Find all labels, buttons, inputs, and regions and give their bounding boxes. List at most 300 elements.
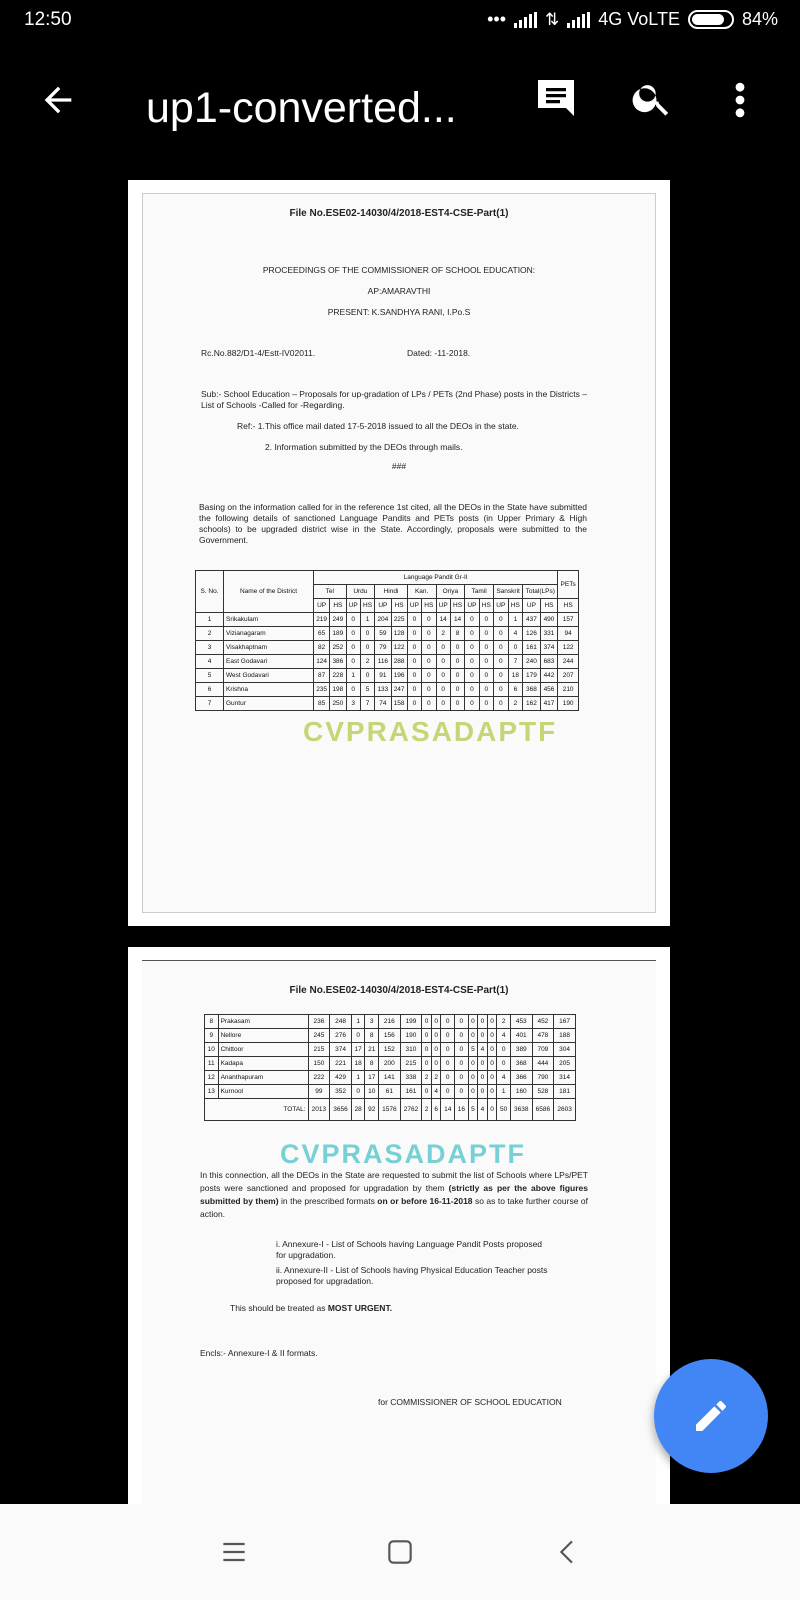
row-cell: 87 [314,669,330,683]
row-cell: 65 [314,627,330,641]
row-cell: 0 [478,1029,488,1043]
row-cell: 374 [540,641,558,655]
row-cell: 221 [330,1057,352,1071]
row-cell: 4 [478,1043,488,1057]
row-cell: 79 [375,641,391,655]
row-cell: 444 [532,1057,554,1071]
row-cell: 0 [479,655,493,669]
document-title: up1-converted... [146,84,457,132]
row-district: Kadapa [218,1057,308,1071]
network-type: 4G VoLTE [598,9,680,29]
row-cell: 0 [436,697,450,711]
row-cell: 2 [508,697,523,711]
header-language-pandit: Language Pandit Gr-II [314,571,558,585]
row-cell: 158 [391,697,407,711]
row-cell: 14 [450,613,464,627]
watermark: CVPRASADAPTF [303,716,558,747]
row-cell: 0 [465,669,479,683]
row-cell: 0 [508,641,523,655]
row-cell: 0 [465,627,479,641]
row-cell: 0 [346,613,360,627]
row-cell: 59 [375,627,391,641]
row-cell: 0 [468,1071,478,1085]
row-cell: 1 [360,613,374,627]
row-district: Srikakulam [224,613,314,627]
row-district: Ananthapuram [218,1071,308,1085]
row-cell: 0 [494,655,509,669]
table-row [196,627,579,641]
row-cell: 453 [510,1015,532,1029]
row-cell: 215 [400,1057,422,1071]
row-cell: 0 [407,669,421,683]
total-cell: 92 [365,1099,379,1121]
row-sno: 8 [205,1015,219,1029]
row-cell: 160 [510,1085,532,1099]
reference-1: Ref:- 1.This office mail dated 17-5-2018 issued to all the DEOs in the state. [237,421,519,431]
comment-icon[interactable] [532,74,580,122]
row-cell: 8 [450,627,464,641]
status-time: 12:50 [24,9,72,30]
row-cell: 190 [400,1029,422,1043]
row-cell: 3 [365,1015,379,1029]
dated: Dated: -11-2018. [407,348,471,358]
table-row [205,1029,576,1043]
row-cell: 0 [441,1015,455,1029]
row-cell: 150 [308,1057,330,1071]
row-cell: 94 [558,627,579,641]
row-cell: 8 [365,1029,379,1043]
row-sno: 4 [196,655,224,669]
row-cell: 0 [450,641,464,655]
deadline: on or before 16-11-2018 [377,1196,473,1206]
total-cell: 3638 [510,1099,532,1121]
row-cell: 0 [407,613,421,627]
para-text-2: in the prescribed formats [281,1196,375,1206]
header-district: Name of the District [224,571,314,613]
header-sub: UP [346,599,360,613]
row-cell: 0 [455,1057,469,1071]
total-cell: 2013 [308,1099,330,1121]
row-cell: 338 [400,1071,422,1085]
row-sno: 6 [196,683,224,697]
row-cell: 14 [436,613,450,627]
row-cell: 0 [422,669,436,683]
row-cell: 0 [346,683,360,697]
table-row [205,1015,576,1029]
row-cell: 429 [330,1071,352,1085]
row-cell: 0 [468,1085,478,1099]
row-cell: 417 [540,697,558,711]
document-page-1[interactable] [128,180,670,926]
row-district: Chittoor [218,1043,308,1057]
row-cell: 0 [468,1029,478,1043]
header-pets: PETs [558,571,579,599]
row-cell: 304 [554,1043,576,1057]
row-cell: 240 [523,655,541,669]
row-cell: 249 [330,613,346,627]
row-cell: 8 [365,1057,379,1071]
header-language: Tel [314,585,347,599]
header-sub: HS [391,599,407,613]
row-cell: 0 [494,641,509,655]
row-cell: 456 [540,683,558,697]
row-cell: 5 [360,683,374,697]
row-cell: 0 [431,1029,441,1043]
table-row [196,683,579,697]
row-cell: 389 [510,1043,532,1057]
total-cell: 6 [431,1099,441,1121]
row-cell: 0 [455,1085,469,1099]
status-bar [0,0,800,40]
total-cell: 0 [487,1099,497,1121]
row-cell: 0 [346,641,360,655]
header-language: Total(LPs) [523,585,558,599]
total-cell: 3656 [330,1099,352,1121]
total-cell: 4 [478,1099,488,1121]
row-cell: 0 [436,655,450,669]
row-cell: 188 [554,1029,576,1043]
row-cell: 0 [478,1071,488,1085]
row-cell: 0 [479,683,493,697]
row-cell: 0 [360,627,374,641]
row-cell: 310 [400,1043,422,1057]
row-cell: 452 [532,1015,554,1029]
row-cell: 196 [391,669,407,683]
header-language: Sanskrit [494,585,523,599]
row-cell: 236 [308,1015,330,1029]
row-cell: 225 [391,613,407,627]
row-cell: 0 [494,627,509,641]
menu-icon[interactable] [218,1536,250,1568]
total-cell: 2762 [400,1099,422,1121]
file-number: File No.ESE02-14030/4/2018-EST4-CSE-Part(1) [289,208,509,219]
watermark: CVPRASADAPTF [280,1139,527,1169]
header-language: Hindi [375,585,408,599]
annexure-1: i. Annexure-I - List of Schools having Language Pandit Posts proposed for upgradation. [276,1239,543,1260]
row-cell: 478 [532,1029,554,1043]
row-cell: 228 [330,669,346,683]
row-cell: 1 [497,1085,511,1099]
row-cell: 141 [379,1071,401,1085]
row-cell: 0 [422,1057,432,1071]
row-cell: 0 [479,613,493,627]
back-icon[interactable] [552,1536,584,1568]
row-cell: 0 [465,697,479,711]
table-row [196,641,579,655]
more-options-icon[interactable] [730,78,750,122]
row-cell: 0 [450,655,464,669]
para-text: In this connection, all the DEOs in the State are requested to submit the list of Schools where LPs/PET posts were sanctioned and proposed for upgradation by them [200,1170,588,1193]
row-cell: 4 [508,627,523,641]
row-cell: 0 [346,655,360,669]
row-cell: 276 [330,1029,352,1043]
row-cell: 17 [351,1043,365,1057]
header-sub: UP [465,599,479,613]
row-cell: 200 [379,1057,401,1071]
battery-icon [688,10,734,29]
row-cell: 0 [422,613,436,627]
row-cell: 683 [540,655,558,669]
row-cell: 0 [478,1057,488,1071]
row-cell: 0 [450,683,464,697]
row-sno: 3 [196,641,224,655]
row-district: East Godavari [224,655,314,669]
header-sub: UP [375,599,391,613]
row-cell: 331 [540,627,558,641]
row-cell: 179 [523,669,541,683]
row-sno: 10 [205,1043,219,1057]
row-cell: 128 [391,627,407,641]
header-sub: UP [436,599,450,613]
header-sno: S. No. [196,571,224,613]
row-cell: 0 [494,697,509,711]
request-paragraph [200,1169,588,1221]
row-cell: 248 [330,1015,352,1029]
row-cell: 0 [407,697,421,711]
row-cell: 0 [479,641,493,655]
row-cell: 0 [487,1071,497,1085]
total-cell: 5 [468,1099,478,1121]
row-cell: 152 [379,1043,401,1057]
header-sub: HS [422,599,436,613]
row-district: West Godavari [224,669,314,683]
table-row [205,1085,576,1099]
row-cell: 0 [422,627,436,641]
row-cell: 82 [314,641,330,655]
row-sno: 5 [196,669,224,683]
row-district: Guntur [224,697,314,711]
notification-dots: ••• [487,9,506,29]
row-cell: 314 [554,1071,576,1085]
proceedings-heading: PROCEEDINGS OF THE COMMISSIONER OF SCHOOL EDUCATION: [262,265,536,275]
row-cell: 0 [407,683,421,697]
rc-number: Rc.No.882/D1-4/Estt-IV02011. [201,348,316,358]
row-cell: 161 [523,641,541,655]
row-cell: 167 [554,1015,576,1029]
row-cell: 205 [554,1057,576,1071]
row-cell: 0 [479,697,493,711]
row-cell: 0 [468,1057,478,1071]
status-icons [487,9,778,30]
row-cell: 0 [441,1029,455,1043]
total-cell: 1576 [379,1099,401,1121]
header-language: Oriya [436,585,465,599]
row-cell: 10 [365,1085,379,1099]
row-cell: 442 [540,669,558,683]
row-cell: 0 [351,1029,365,1043]
row-cell: 116 [375,655,391,669]
data-transfer-icon: ⇅ [545,9,560,29]
row-cell: 247 [391,683,407,697]
total-cell: 2603 [554,1099,576,1121]
row-cell: 0 [407,655,421,669]
district-table-continued [204,1014,576,1121]
row-cell: 122 [558,641,579,655]
row-cell: 161 [400,1085,422,1099]
back-arrow-icon[interactable] [38,80,78,120]
row-district: Prakasam [218,1015,308,1029]
row-cell: 0 [487,1015,497,1029]
row-cell: 352 [330,1085,352,1099]
header-language: Kan. [407,585,436,599]
urgent-note [230,1303,656,1314]
subject: Sub:- School Education – Proposals for up-gradation of LPs / PETs (2nd Phase) posts in the Districts –List of Schools -Called for -Regarding. [201,389,588,410]
signal-icon-2 [567,12,590,28]
home-icon[interactable] [384,1536,416,1568]
row-cell: 189 [330,627,346,641]
navigation-bar [0,1504,800,1600]
row-cell: 219 [314,613,330,627]
row-cell: 18 [351,1057,365,1071]
total-cell: 28 [351,1099,365,1121]
signal-icon [514,12,537,28]
row-sno: 7 [196,697,224,711]
row-cell: 2 [436,627,450,641]
header-sub: HS [479,599,493,613]
row-cell: 0 [431,1057,441,1071]
row-cell: 222 [308,1071,330,1085]
present: PRESENT: K.SANDHYA RANI, I.Po.S [327,307,471,317]
total-cell: 2 [422,1099,432,1121]
row-cell: 0 [450,669,464,683]
row-cell: 0 [351,1085,365,1099]
row-cell: 0 [494,669,509,683]
separator: ### [391,461,407,471]
row-cell: 0 [465,655,479,669]
total-label: TOTAL: [205,1099,309,1121]
row-district: Krishna [224,683,314,697]
row-cell: 0 [422,1043,432,1057]
pencil-icon [691,1396,731,1436]
header-sub: UP [407,599,421,613]
header-sub: HS [360,599,374,613]
row-cell: 0 [441,1057,455,1071]
document-page-2[interactable] [128,947,670,1504]
row-cell: 386 [330,655,346,669]
table-row [196,655,579,669]
row-cell: 181 [554,1085,576,1099]
row-cell: 99 [308,1085,330,1099]
row-cell: 0 [479,627,493,641]
table-row [205,1071,576,1085]
row-cell: 190 [558,697,579,711]
total-cell: 6586 [532,1099,554,1121]
row-cell: 61 [379,1085,401,1099]
reference-2: 2. Information submitted by the DEOs through mails. [265,442,463,452]
row-cell: 0 [487,1057,497,1071]
row-cell: 790 [532,1071,554,1085]
row-cell: 368 [510,1057,532,1071]
row-cell: 0 [465,641,479,655]
row-cell: 199 [400,1015,422,1029]
row-cell: 0 [468,1015,478,1029]
table-row [196,669,579,683]
row-cell: 0 [465,683,479,697]
row-cell: 244 [558,655,579,669]
row-cell: 122 [391,641,407,655]
row-district: Kurnool [218,1085,308,1099]
row-cell: 0 [422,655,436,669]
row-cell: 0 [436,669,450,683]
row-cell: 0 [431,1015,441,1029]
row-cell: 91 [375,669,391,683]
row-cell: 2 [431,1071,441,1085]
scanned-page [142,960,656,1504]
row-cell: 0 [441,1085,455,1099]
row-cell: 198 [330,683,346,697]
row-cell: 368 [523,683,541,697]
table-row [205,1043,576,1057]
header-sub: HS [540,599,558,613]
header-sub: UP [494,599,509,613]
header-language: Tamil [465,585,494,599]
row-cell: 0 [436,683,450,697]
row-cell: 1 [351,1015,365,1029]
row-sno: 13 [205,1085,219,1099]
row-cell: 210 [558,683,579,697]
row-district: Visakhaptnam [224,641,314,655]
row-cell: 1 [508,613,523,627]
header-sub: HS [558,599,579,613]
para-text-3: so as to take further course of action. [200,1196,588,1219]
row-cell: 0 [422,1085,432,1099]
row-cell: 133 [375,683,391,697]
total-cell: 16 [455,1099,469,1121]
row-cell: 162 [523,697,541,711]
row-cell: 2 [360,655,374,669]
row-cell: 288 [391,655,407,669]
enclosures: Encls:- Annexure-I & II formats. [200,1348,318,1358]
row-cell: 2 [422,1071,432,1085]
body-paragraph: Basing on the information called for in the reference 1st cited, all the DEOs in the State have submitted the following details of sanctioned Language Pandits and PETs posts (in Upper Primary & High schools) to be upgraded district wise in the State. Accordingly, proposals were submitted to the Government. [199,502,587,545]
row-cell: 250 [330,697,346,711]
row-cell: 216 [379,1015,401,1029]
row-cell: 235 [314,683,330,697]
row-cell: 0 [431,1043,441,1057]
row-cell: 0 [455,1015,469,1029]
edit-fab-button[interactable] [654,1359,768,1473]
row-cell: 17 [365,1071,379,1085]
row-cell: 0 [422,683,436,697]
row-cell: 4 [431,1085,441,1099]
signoff: for COMMISSIONER OF SCHOOL EDUCATION [378,1397,562,1407]
scanned-page [142,193,656,913]
table-row [196,613,579,627]
row-cell: 6 [508,683,523,697]
row-cell: 0 [455,1043,469,1057]
reference-line [201,348,655,359]
row-cell: 709 [532,1043,554,1057]
row-sno: 2 [196,627,224,641]
row-cell: 0 [441,1071,455,1085]
row-cell: 0 [346,627,360,641]
row-cell: 0 [479,669,493,683]
row-cell: 207 [558,669,579,683]
para-emphasis: (strictly as per the above figures submitted by them) [200,1183,588,1206]
search-icon[interactable] [630,76,674,120]
row-cell: 7 [508,655,523,669]
row-cell: 21 [365,1043,379,1057]
battery-percent: 84% [741,9,778,29]
place: AP:AMARAVTHI [367,286,431,296]
row-cell: 0 [487,1043,497,1057]
row-cell: 85 [314,697,330,711]
row-cell: 74 [375,697,391,711]
header-sub: UP [523,599,541,613]
app-bar [0,40,800,175]
row-cell: 204 [375,613,391,627]
urgent-emphasis: MOST URGENT. [327,1303,393,1313]
